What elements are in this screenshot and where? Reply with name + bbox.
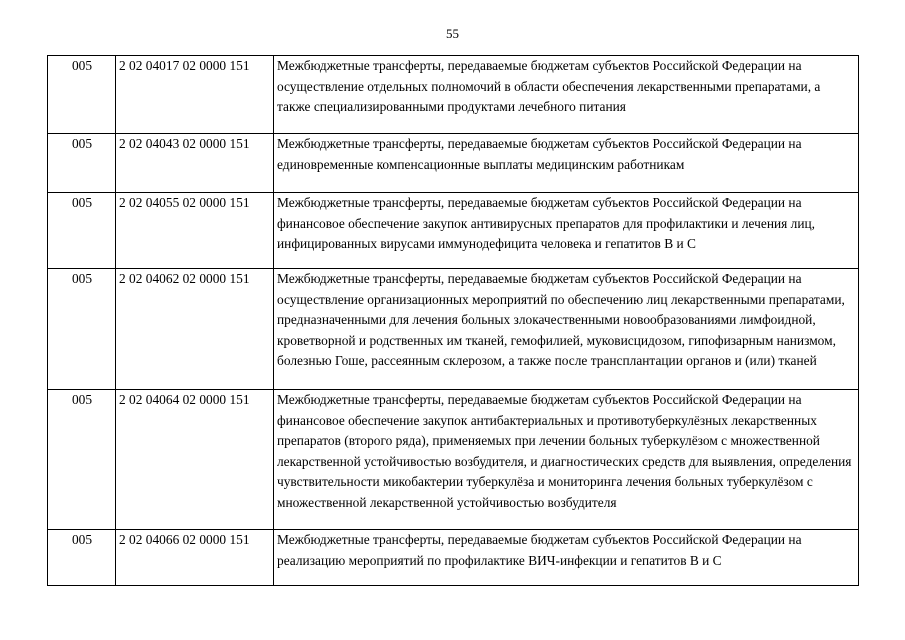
budget-code-cell: 2 02 04062 02 0000 151: [116, 269, 274, 390]
table-row: [48, 193, 859, 269]
admin-code-cell: 005: [48, 134, 116, 193]
table-row: [48, 134, 859, 193]
admin-code-cell: 005: [48, 530, 116, 586]
admin-code-cell: 005: [48, 269, 116, 390]
table-row: [48, 56, 859, 134]
table-row: [48, 390, 859, 530]
budget-code-cell: 2 02 04064 02 0000 151: [116, 390, 274, 530]
admin-code-cell: 005: [48, 193, 116, 269]
table-row: [48, 530, 859, 586]
budget-classification-table: [47, 55, 859, 586]
description-cell: Межбюджетные трансферты, передаваемые бюджетам субъектов Российской Федерации на финансовое обеспечение закупок антибактериальных и противотуберкулёзных лекарственных препаратов (второго ряда), применяемых при лечении больных туберкулёзом с множественной лекарственной устойчивостью возбудителя, и диагностических средств для выявления, определения чувствительности микобактерии туберкулёза и мониторинга лечения больных туберкулёзом с множественной лекарственной устойчивостью возбудителя: [274, 390, 859, 530]
admin-code-cell: 005: [48, 390, 116, 530]
budget-code-cell: 2 02 04066 02 0000 151: [116, 530, 274, 586]
description-cell: Межбюджетные трансферты, передаваемые бюджетам субъектов Российской Федерации на реализацию мероприятий по профилактике ВИЧ-инфекции и гепатитов В и С: [274, 530, 859, 586]
description-cell: Межбюджетные трансферты, передаваемые бюджетам субъектов Российской Федерации на осуществление отдельных полномочий в области обеспечения лекарственными препаратами, а также специализированными продуктами лечебного питания: [274, 56, 859, 134]
description-cell: Межбюджетные трансферты, передаваемые бюджетам субъектов Российской Федерации на осуществление организационных мероприятий по обеспечению лиц лекарственными препаратами, предназначенными для лечения больных злокачественными новообразованиями лимфоидной, кроветворной и родственных им тканей, гемофилией, муковисцидозом, гипофизарным нанизмом, болезнью Гоше, рассеянным склерозом, а также после трансплантации органов и (или) тканей: [274, 269, 859, 390]
budget-code-cell: 2 02 04055 02 0000 151: [116, 193, 274, 269]
budget-code-cell: 2 02 04017 02 0000 151: [116, 56, 274, 134]
budget-code-cell: 2 02 04043 02 0000 151: [116, 134, 274, 193]
description-cell: Межбюджетные трансферты, передаваемые бюджетам субъектов Российской Федерации на финансовое обеспечение закупок антивирусных препаратов для профилактики и лечения лиц, инфицированных вирусами иммунодефицита человека и гепатитов В и С: [274, 193, 859, 269]
description-cell: Межбюджетные трансферты, передаваемые бюджетам субъектов Российской Федерации на единовременные компенсационные выплаты медицинским работникам: [274, 134, 859, 193]
page-number: 55: [446, 26, 459, 41]
table-row: [48, 269, 859, 390]
admin-code-cell: 005: [48, 56, 116, 134]
